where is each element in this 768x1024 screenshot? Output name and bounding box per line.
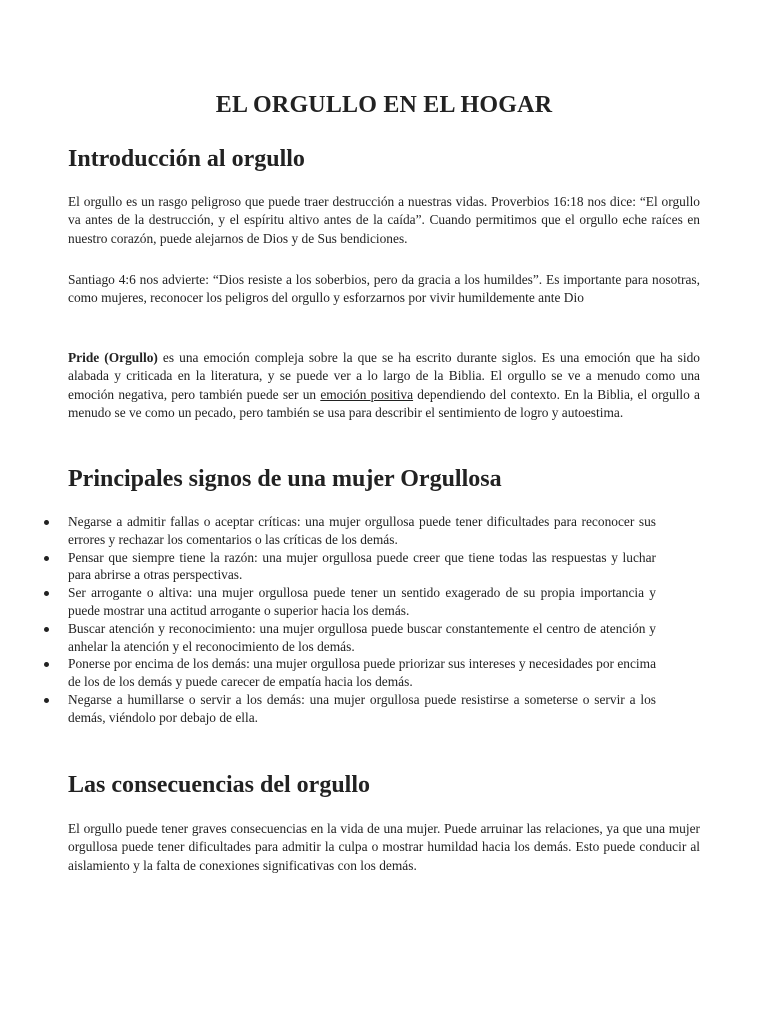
list-item xyxy=(68,549,656,585)
intro-paragraph-3-text-a: es una emoción compleja sobre la que se ha escrito durante siglos. Es una emoción que ha sido alabada y criticada en la literatura, y se puede ver a lo largo de la Biblia. El orgullo se ve a menudo como una emoción negativa, pero también puede ser un xyxy=(68,350,700,402)
list-item xyxy=(68,620,656,656)
intro-paragraph-3 xyxy=(68,349,700,422)
bullet-icon xyxy=(44,627,49,632)
list-item xyxy=(68,584,656,620)
intro-paragraph-1: El orgullo es un rasgo peligroso que puede traer destrucción a nuestras vidas. Proverbios 16:18 nos dice: “El orgullo va antes de la destrucción, y el espíritu altivo antes de la caída”. Cuando permitimos que el orgullo eche raíces en nuestro corazón, puede alejarnos de Dios y de Sus bendiciones. xyxy=(68,194,700,246)
list-item xyxy=(68,691,656,727)
pride-term: Pride (Orgullo) xyxy=(68,350,158,365)
sign-item-text: Negarse a admitir fallas o aceptar críticas: una mujer orgullosa puede tener dificultades para reconocer sus errores y rechazar los comentarios o las críticas de los demás. xyxy=(68,514,656,547)
bullet-icon xyxy=(44,520,49,525)
list-item xyxy=(68,513,656,549)
bullet-icon xyxy=(44,591,49,596)
bullet-icon xyxy=(44,556,49,561)
consequences-heading: Las consecuencias del orgullo xyxy=(68,772,371,798)
intro-heading: Introducción al orgullo xyxy=(68,146,305,172)
sign-item-text: Ponerse por encima de los demás: una mujer orgullosa puede priorizar sus intereses y necesidades por encima de los de los demás y puede carecer de empatía hacia los demás. xyxy=(68,656,657,690)
list-item xyxy=(68,655,656,691)
intro-paragraph-2: Santiago 4:6 nos advierte: “Dios resiste a los soberbios, pero da gracia a los humildes”. Es importante para nosotras, como mujeres, reconocer los peligros del orgullo y esforzarnos por vivir humildemente ante Dio xyxy=(68,272,700,306)
consequences-paragraph: El orgullo puede tener graves consecuencias en la vida de una mujer. Puede arruinar las relaciones, ya que una mujer orgullosa puede tener dificultades para admitir la culpa o mostrar humildad hacia los demás. Esto puede conducir al aislamiento y la falta de conexiones significativas con los demás. xyxy=(68,821,700,873)
signs-heading: Principales signos de una mujer Orgullosa xyxy=(68,466,502,492)
sign-item-text: Ser arrogante o altiva: una mujer orgullosa puede tener un sentido exagerado de su propia importancia y puede mostrar una actitud arrogante o superior hacia los demás. xyxy=(68,585,656,618)
document-title: EL ORGULLO EN EL HOGAR xyxy=(215,92,553,118)
sign-item-text: Pensar que siempre tiene la razón: una mujer orgullosa puede creer que tiene todas las respuestas y luchar para abrirse a otras perspectivas. xyxy=(68,549,656,583)
bullet-icon xyxy=(44,698,49,703)
sign-item-text: Negarse a humillarse o servir a los demás: una mujer orgullosa puede resistirse a someterse o servir a los demás, viéndolo por debajo de ella. xyxy=(68,691,656,725)
emocion-positiva-link[interactable]: emoción positiva xyxy=(320,386,414,402)
bullet-icon xyxy=(44,662,49,667)
intro-paragraph-3-text-b: dependiendo del contexto. En la Biblia, el orgullo a menudo se ve como un pecado, pero también se usa para describir el sentimiento de logro y autoestima. xyxy=(68,386,701,420)
signs-list xyxy=(68,513,656,727)
sign-item-text: Buscar atención y reconocimiento: una mujer orgullosa puede buscar constantemente el centro de atención y anhelar la atención y el reconocimiento de los demás. xyxy=(68,620,656,654)
